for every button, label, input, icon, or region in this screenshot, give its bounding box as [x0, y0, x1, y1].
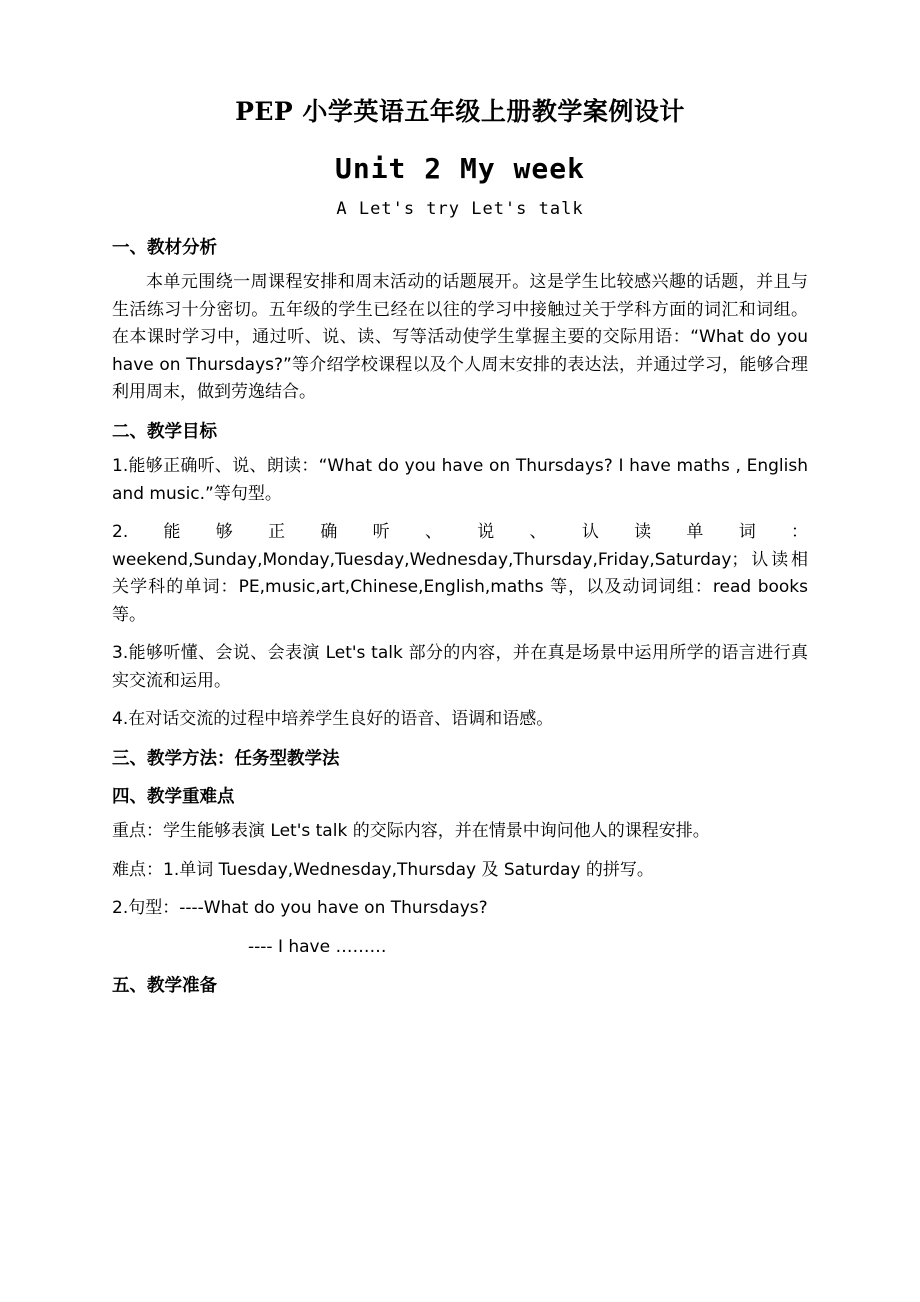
section-heading-teaching-objectives: 二、教学目标 [112, 421, 217, 442]
page-title: PEP 小学英语五年级上册教学案例设计 [235, 97, 685, 126]
section-paragraph: 3.能够听懂、会说、会表演 Let's talk 部分的内容，并在真是场景中运用所学的语言进行真实交流和运用。 [112, 643, 808, 691]
section-heading-teaching-material-analysis: 一、教材分析 [112, 237, 217, 258]
section-paragraph: 4.在对话交流的过程中培养学生良好的语音、语调和语感。 [112, 709, 554, 730]
section-paragraph: 2.句型：----What do you have on Thursdays? [112, 898, 488, 919]
section-heading-key-points: 四、教学重难点 [112, 787, 235, 808]
section-heading-teaching-method: 三、教学方法：任务型教学法 [112, 748, 340, 769]
lesson-subtitle: A Let's try Let's talk [336, 198, 584, 219]
unit-title: Unit 2 My week [334, 151, 585, 185]
section-paragraph: 重点：学生能够表演 Let's talk 的交际内容，并在情景中询问他人的课程安排。 [112, 821, 710, 842]
section-paragraph: ---- I have ……… [248, 936, 387, 957]
section-heading-teaching-preparation: 五、教学准备 [112, 976, 217, 997]
section-paragraph: 2.能够正确听、说、认读单词：weekend,Sunday,Monday,Tuesday,Wednesday,Thursday,Friday,Saturday；认读相关学科的单词：PE,music,art,Chinese,English,maths 等，以及动词词组：read books 等。 [112, 522, 808, 625]
section-paragraph: 1.能够正确听、说、朗读：“What do you have on Thursdays? I have maths , English and music.”等句型。 [112, 456, 808, 504]
section-paragraph: 难点：1.单词 Tuesday,Wednesday,Thursday 及 Saturday 的拼写。 [112, 859, 654, 880]
section-paragraph: 本单元围绕一周课程安排和周末活动的话题展开。这是学生比较感兴趣的话题，并且与生活练习十分密切。五年级的学生已经在以往的学习中接触过关于学科方面的词汇和词组。在本课时学习中，通过听、说、读、写等活动使学生掌握主要的交际用语：“What do you have on Thursdays?”等介绍学校课程以及个人周末安排的表达法，并通过学习，能够合理利用周末，做到劳逸结合。 [112, 272, 808, 403]
